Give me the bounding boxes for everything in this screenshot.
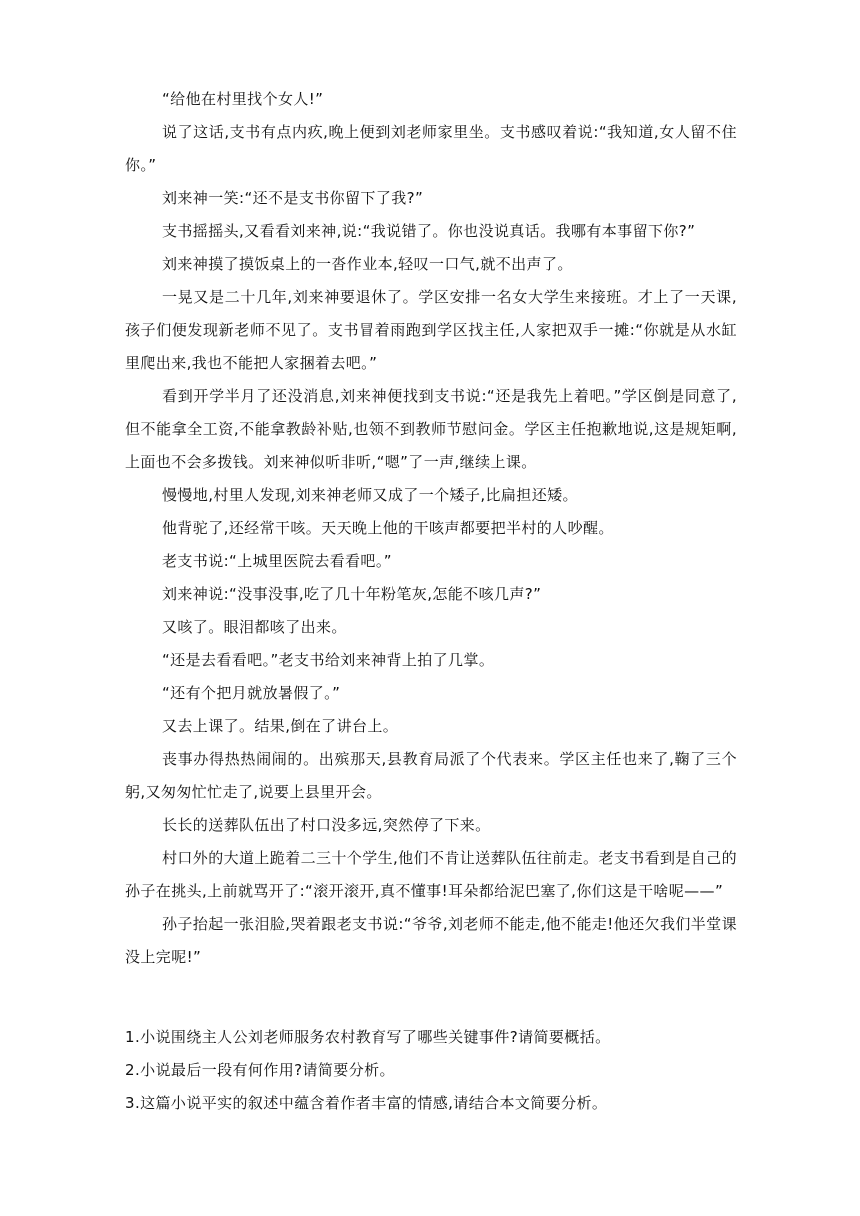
paragraph: “给他在村里找个女人!” <box>162 90 324 108</box>
paragraph: 慢慢地,村里人发现,刘来神老师又成了一个矮子,比扁担还矮。 <box>162 486 578 504</box>
paragraph: 刘来神摸了摸饭桌上的一沓作业本,轻叹一口气,就不出声了。 <box>162 255 573 273</box>
paragraph: 丧事办得热热闹闹的。出殡那天,县教育局派了个代表来。学区主任也来了,鞠了三个躬,又匆匆忙忙走了,说要上县里开会。 <box>125 750 737 801</box>
question-list <box>125 1021 737 1120</box>
paragraph: 他背驼了,还经常干咳。天天晚上他的干咳声都要把半村的人吵醒。 <box>162 519 614 537</box>
paragraph: 刘来神说:“没事没事,吃了几十年粉笔灰,怎能不咳几声?” <box>162 585 542 603</box>
paragraph: 又咳了。眼泪都咳了出来。 <box>162 618 347 636</box>
paragraph: 长长的送葬队伍出了村口没多远,突然停了下来。 <box>162 816 491 834</box>
paragraph: 老支书说:“上城里医院去看看吧。” <box>162 552 392 570</box>
paragraph: 村口外的大道上跪着二三十个学生,他们不肯让送葬队伍往前走。老支书看到是自己的孙子在挑头,上前就骂开了:“滚开滚开,真不懂事!耳朵都给泥巴塞了,你们这是干啥呢——” <box>125 849 737 900</box>
paragraph: “还是去看看吧。”老支书给刘来神背上拍了几掌。 <box>162 651 495 669</box>
question-number: 1. <box>125 1028 141 1046</box>
paragraph: 看到开学半月了还没消息,刘来神便找到支书说:“还是我先上着吧。”学区倒是同意了,但不能拿全工资,不能拿教龄补贴,也领不到教师节慰问金。学区主任抱歉地说,这是规矩啊,上面也不会多拨钱。刘来神似听非听,“嗯”了一声,继续上课。 <box>125 387 737 471</box>
question-text: 小说围绕主人公刘老师服务农村教育写了哪些关键事件?请简要概括。 <box>140 1028 611 1046</box>
paragraph: 刘来神一笑:“还不是支书你留下了我?” <box>162 189 424 207</box>
paragraph: “还有个把月就放暑假了。” <box>162 684 341 702</box>
question-item <box>125 1054 737 1087</box>
question-number: 3. <box>125 1094 141 1112</box>
paragraph: 支书摇摇头,又看看刘来神,说:“我说错了。你也没说真话。我哪有本事留下你?” <box>162 222 696 240</box>
story-text <box>125 83 737 974</box>
question-text: 小说最后一段有何作用?请简要分析。 <box>140 1061 395 1079</box>
paragraph: 说了这话,支书有点内疚,晚上便到刘老师家里坐。支书感叹着说:“我知道,女人留不住你。” <box>125 123 737 174</box>
paragraph: 又去上课了。结果,倒在了讲台上。 <box>162 717 399 735</box>
paragraph: 一晃又是二十几年,刘来神要退休了。学区安排一名女大学生来接班。才上了一天课,孩子们便发现新老师不见了。支书冒着雨跑到学区找主任,人家把双手一摊:“你就是从水缸里爬出来,我也不能把人家捆着去吧。” <box>125 288 737 372</box>
paragraph: 孙子抬起一张泪脸,哭着跟老支书说:“爷爷,刘老师不能走,他不能走!他还欠我们半堂课没上完呢!” <box>125 915 737 966</box>
question-item <box>125 1087 737 1120</box>
question-number: 2. <box>125 1061 141 1079</box>
question-item <box>125 1021 737 1054</box>
question-text: 这篇小说平实的叙述中蕴含着作者丰富的情感,请结合本文简要分析。 <box>140 1094 608 1112</box>
